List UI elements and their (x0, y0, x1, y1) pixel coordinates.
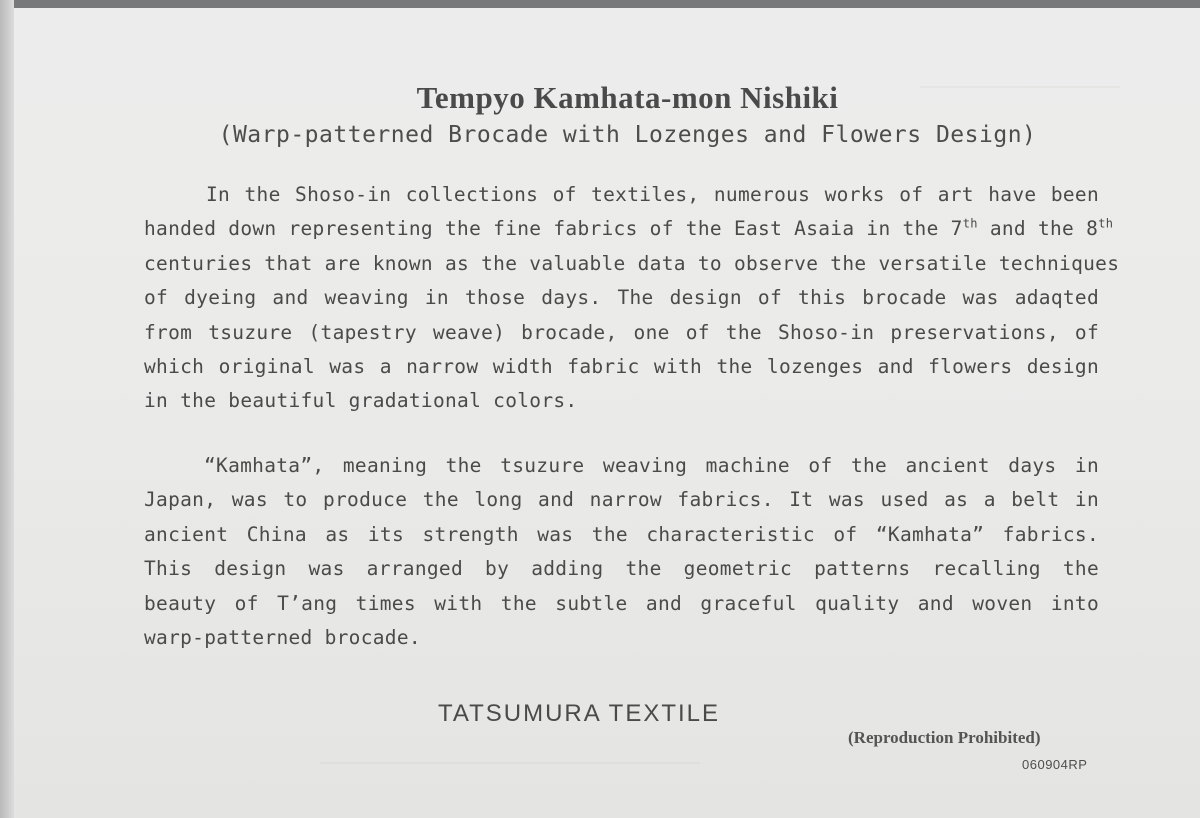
reproduction-notice: (Reproduction Prohibited) (848, 728, 1041, 747)
paragraph-history (144, 178, 1120, 419)
paragraph-line: handed down representing the fine fabrics of the East Asaia in the 7th and the 8th (144, 216, 1114, 241)
paragraph-line: This design was arranged by adding the geometric patterns recalling the (144, 557, 1099, 581)
paragraph-line: which original was a narrow width fabric with the lozenges and flowers design (144, 355, 1099, 379)
paragraph-kamhata (144, 449, 1099, 655)
paragraph-line: Japan, was to produce the long and narrow fabrics. It was used as a belt in (144, 488, 1099, 512)
paragraph-line: in the beautiful gradational colors. (144, 389, 578, 413)
paragraph-line: beauty of T’ang times with the subtle and graceful quality and woven into (144, 591, 1099, 615)
brand-name: TATSUMURA TEXTILE (438, 700, 721, 727)
paragraph-line: In the Shoso-in collections of textiles, numerous works of art have been (206, 183, 1099, 206)
page-title: Tempyo Kamhata-mon Nishiki (416, 80, 839, 115)
paragraph-line: from tsuzure (tapestry weave) brocade, one of the Shoso-in preservations, of (144, 320, 1099, 344)
paragraph-line: warp-patterned brocade. (144, 626, 421, 650)
page-subtitle: (Warp-patterned Brocade with Lozenges and Flowers Design) (218, 122, 1037, 148)
paragraph-line: of dyeing and weaving in those days. The design of this brocade was adaqted (144, 286, 1099, 310)
top-edge-shadow (0, 0, 1200, 8)
document-code: 060904RP (1022, 757, 1088, 772)
paragraph-line: centuries that are known as the valuable data to observe the versatile techniques (144, 251, 1120, 275)
paragraph-line: ancient China as its strength was the characteristic of “Kamhata” fabrics. (144, 522, 1099, 546)
paragraph-line: “Kamhata”, meaning the tsuzure weaving machine of the ancient days in (204, 454, 1099, 477)
